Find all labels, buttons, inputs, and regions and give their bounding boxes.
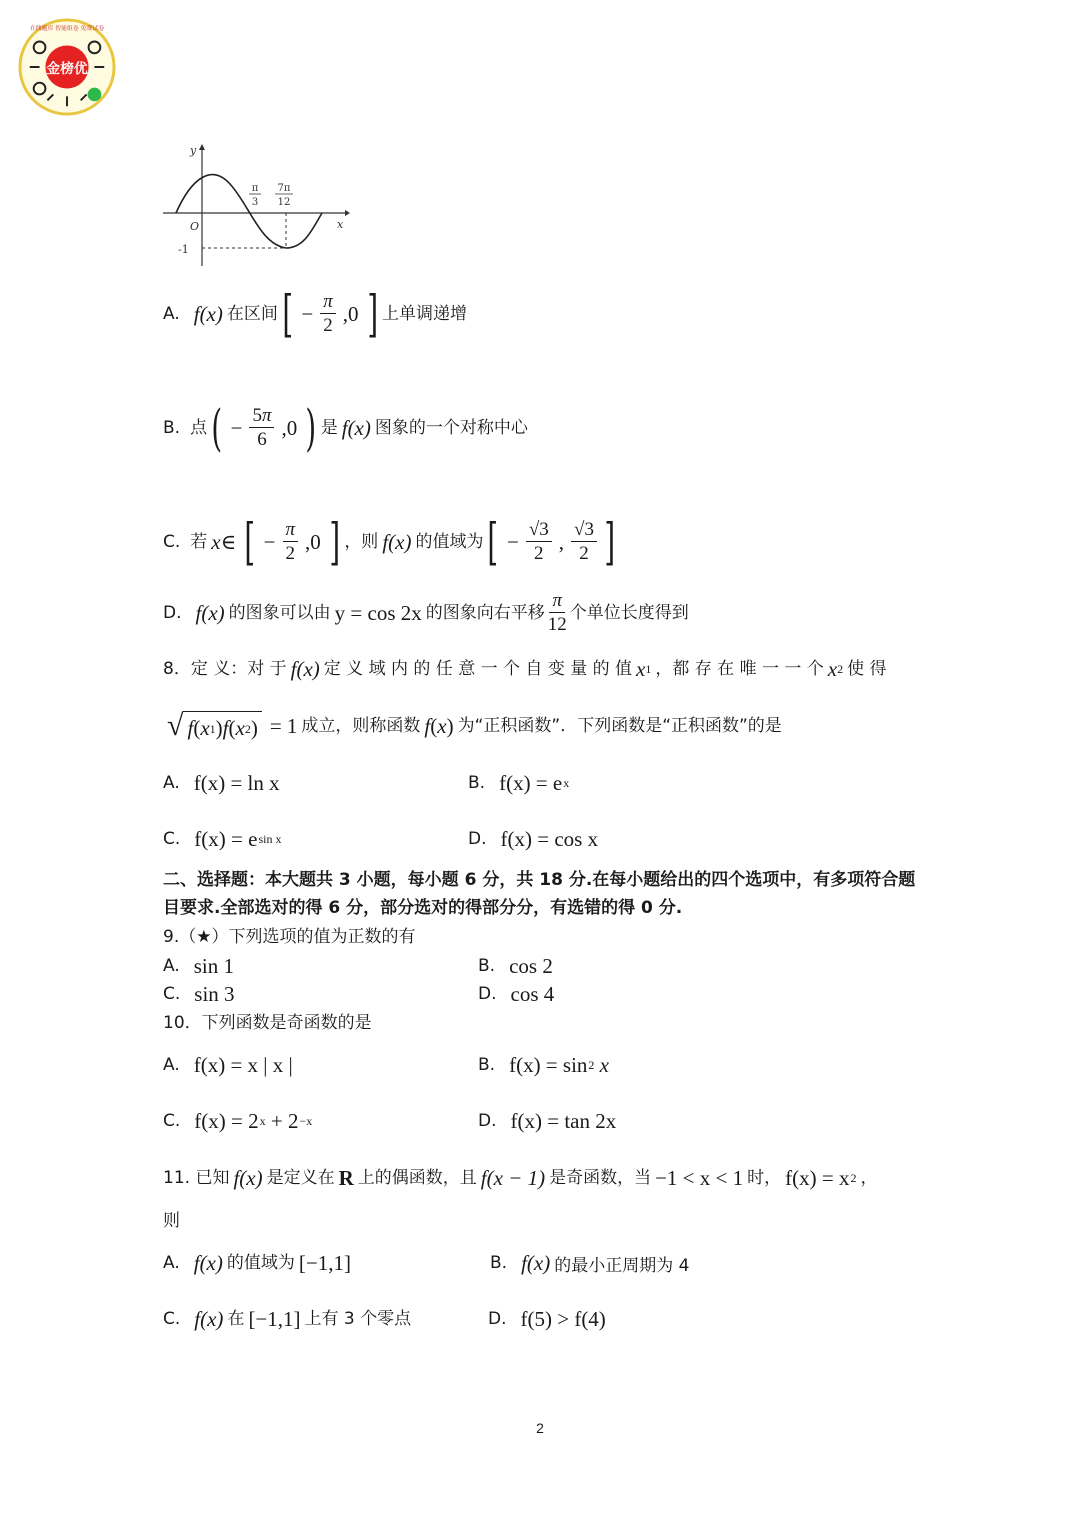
graph-tick1-num: π	[251, 183, 259, 194]
q11-c-fx: f(x)	[194, 1306, 224, 1331]
q10-b-sup: 2	[588, 1057, 595, 1072]
graph-origin: O	[190, 220, 200, 233]
option-label: D.	[478, 984, 497, 1004]
graph-tick2-den: 12	[277, 197, 291, 208]
option-label: D.	[468, 829, 487, 849]
q7-d-mid: 的图象可以由	[228, 602, 331, 623]
fraction: $\frac{\pi}{12}$	[547, 590, 567, 635]
option-label: B.	[478, 956, 496, 976]
q8-x2: x	[827, 656, 838, 681]
q8-stem4: 使 得	[847, 658, 887, 679]
q11-stem7: 则	[163, 1210, 180, 1231]
q11-stem2: 是定义在	[266, 1167, 335, 1188]
q10-b-expr: f(x) = sin	[509, 1052, 588, 1077]
q7-b-pre: 点	[190, 417, 208, 438]
graph-tick1-den: 3	[251, 197, 259, 208]
q8-c-expr: f(x) = e	[194, 826, 258, 851]
graph-ylabel: y	[190, 144, 197, 157]
q11-option-c	[163, 1306, 411, 1332]
q8-d-expr: f(x) = cos x	[500, 826, 599, 851]
q7-b-mid: 是	[320, 417, 338, 438]
q9-stem	[163, 926, 415, 948]
option-label: A.	[163, 1252, 180, 1273]
q8-b-expr: f(x) = e	[499, 770, 563, 795]
option-label: D.	[488, 1309, 507, 1329]
logo-badge	[18, 18, 116, 116]
q8-a-expr: f(x) = ln x	[193, 770, 280, 795]
q11-stem1: 11. 已知	[163, 1167, 230, 1188]
q11-eq-sup: 2	[850, 1171, 857, 1185]
q8-c-sup: sin x	[258, 832, 282, 846]
q7-c-mid: ，则	[344, 531, 379, 552]
option-label: D.	[478, 1111, 497, 1131]
option-label: A.	[163, 1054, 180, 1075]
option-label: B.	[490, 1253, 508, 1273]
q11-a-mid: 的值域为	[226, 1252, 295, 1273]
q8-b-sup: x	[563, 775, 570, 790]
q7-d-end: 个单位长度得到	[569, 602, 689, 623]
q7-option-b: B. 点 ( − $\frac{5\pi}{6}$ ,0 ) 是 f(x) 图象的一个对称中心	[163, 399, 528, 457]
q11-stem-line2	[163, 1210, 180, 1232]
q8-x1: x	[636, 656, 646, 681]
q11-c-mid: 在	[227, 1308, 245, 1329]
math-eq: y = cos 2x	[334, 600, 422, 625]
q11-d-expr: f(5) > f(4)	[520, 1306, 606, 1331]
q10-option-c	[163, 1108, 316, 1134]
q8-stem2: 定 义 域 内 的 任 意 一 个 自 变 量 的 值	[323, 658, 633, 679]
q10-option-b	[478, 1052, 613, 1078]
q11-option-b	[490, 1250, 689, 1276]
q11-stem-line1	[163, 1164, 877, 1192]
q9-option-a	[163, 955, 238, 977]
q8-option-c	[163, 826, 285, 852]
q7-c-pre: 若	[190, 531, 208, 552]
graph-xlabel: x	[337, 218, 344, 231]
q11-option-a	[163, 1250, 355, 1276]
fraction: $\frac{√3}{2}$	[526, 520, 552, 564]
q8-stem-line2: √ f ( x 1 ) f ( x 2 ) = 1 成立，则称函数 f ( x ) 为“正积函数”．下列函数是“正积函数”的是	[167, 709, 782, 742]
q11-cond: −1 < x < 1	[655, 1165, 744, 1190]
q8-stem1: 8．定 义：对 于	[163, 658, 287, 679]
q7-b-end: 图象的一个对称中心	[374, 417, 528, 438]
q8-option-b	[468, 770, 573, 796]
q11-a-fx: f(x)	[193, 1250, 223, 1275]
q11-stem6: ，	[860, 1167, 878, 1188]
q11-b-fx: f(x)	[521, 1250, 551, 1275]
q8-fx: f(x)	[290, 656, 320, 681]
option-label: A.	[163, 303, 180, 324]
option-label: A.	[163, 955, 180, 976]
q10-stem-text: 10．下列函数是奇函数的是	[163, 1012, 372, 1033]
q9-a-expr: sin 1	[193, 953, 234, 978]
q8-option-a	[163, 770, 284, 796]
q7-d-mid2: 的图象向右平移	[425, 602, 545, 623]
q10-d-expr: f(x) = tan 2x	[510, 1108, 617, 1133]
q11-option-d	[488, 1306, 610, 1332]
q8-stem6: 为“正积函数”．下列函数是“正积函数”的是	[457, 715, 782, 736]
option-label: B.	[163, 417, 181, 438]
option-label: C.	[163, 983, 181, 1004]
q9-stem-text: 9.（★）下列选项的值为正数的有	[163, 926, 416, 947]
option-label: C.	[163, 1110, 181, 1131]
logo-ring-text: 在线题库 智能组卷 免费试卷	[29, 25, 105, 32]
q10-option-a	[163, 1052, 297, 1078]
q11-eq: f(x) = x	[785, 1165, 850, 1190]
q7-option-d	[163, 587, 689, 639]
q11-R: R	[338, 1165, 354, 1190]
logo-text: 金榜优	[46, 60, 88, 77]
q9-option-c	[163, 983, 239, 1005]
q11-a-val: [−1,1]	[298, 1250, 351, 1275]
graph-tick2-num: 7π	[277, 183, 291, 194]
option-label: C.	[163, 1308, 181, 1329]
q7-option-c: C. 若 x ∈ [ − $\frac{\pi}{2}$ ,0 ] ，则 f(x) 的值域为 [ − $\frac{√3}{2}$ , $\frac{√3}{2}$ ]	[163, 513, 616, 571]
sine-graph	[160, 142, 350, 270]
q11-stem3: 上的偶函数，且	[357, 1167, 477, 1188]
q11-fx1: f(x − 1)	[480, 1165, 546, 1190]
option-label: B.	[478, 1055, 496, 1075]
q11-stem5: 时，	[747, 1167, 782, 1188]
q11-c-val: [−1,1]	[248, 1306, 301, 1331]
q11-c-end: 上有 3 个零点	[304, 1308, 412, 1329]
q9-option-d	[478, 983, 558, 1005]
option-label: B.	[468, 773, 486, 793]
q10-stem	[163, 1012, 372, 1034]
q11-stem4: 是奇函数，当	[549, 1167, 652, 1188]
math-fx: f(x)	[193, 301, 223, 326]
fraction: $\frac{\pi}{2}$	[283, 520, 299, 564]
math-fx: f(x)	[341, 415, 371, 440]
math-fx: f(x)	[382, 529, 412, 554]
q9-c-expr: sin 3	[194, 981, 235, 1006]
q8-option-d	[468, 826, 602, 852]
option-label: C.	[163, 828, 181, 849]
q10-b-tail: x	[599, 1052, 609, 1077]
q11-fx: f(x)	[233, 1165, 263, 1190]
q11-b-mid: 的最小正周期为 4	[554, 1255, 690, 1276]
q9-d-expr: cos 4	[510, 981, 555, 1006]
option-label: A.	[163, 772, 180, 793]
q10-c-sup2: −x	[299, 1114, 313, 1128]
q10-a-expr: f(x) = x | x |	[193, 1052, 293, 1077]
q8-stem5: 成立，则称函数	[301, 715, 421, 736]
fraction: $\frac{√3}{2}$	[571, 520, 597, 564]
math-fx: f(x)	[195, 600, 225, 625]
graph-ytick: -1	[178, 243, 189, 256]
q7-a-text: 在区间	[226, 303, 278, 324]
q10-c-sup: x	[259, 1114, 266, 1128]
fraction: $\frac{\pi}{2}$	[320, 292, 336, 336]
q9-option-b	[478, 955, 557, 977]
q7-option-a: A. f(x) 在区间 [ − $\frac{\pi}{2}$ ,0 ] 上单调递增	[163, 285, 468, 343]
fraction: $\frac{5\pi}{6}$	[249, 406, 274, 450]
q8-stem-line1: 8．定 义：对 于 f(x) 定 义 域 内 的 任 意 一 个 自 变 量 的 值 x 1 ，都 存 在 唯 一 一 个 x 2 使 得	[163, 656, 887, 681]
q10-c-expr: f(x) = 2	[194, 1108, 259, 1133]
page-number: 2	[536, 1420, 544, 1436]
q7-c-end: 的值域为	[415, 531, 484, 552]
option-label: D.	[163, 602, 182, 623]
section-heading: 二、选择题：本大题共 3 小题，每小题 6 分，共 18 分.在每小题给出的四个选项中，有多项符合题目要求.全部选对的得 6 分，部分选对的得部分分，有选错的得 0 分.	[163, 870, 916, 918]
q10-c-mid: + 2	[270, 1108, 299, 1133]
q7-a-end: 上单调递增	[382, 303, 468, 324]
q9-b-expr: cos 2	[509, 953, 553, 978]
option-label: C.	[163, 531, 181, 552]
sqrt-expr: √ f ( x 1 ) f ( x 2 )	[167, 711, 262, 741]
q8-stem3: ，都 存 在 唯 一 一 个	[655, 658, 824, 679]
q10-option-d	[478, 1108, 620, 1134]
